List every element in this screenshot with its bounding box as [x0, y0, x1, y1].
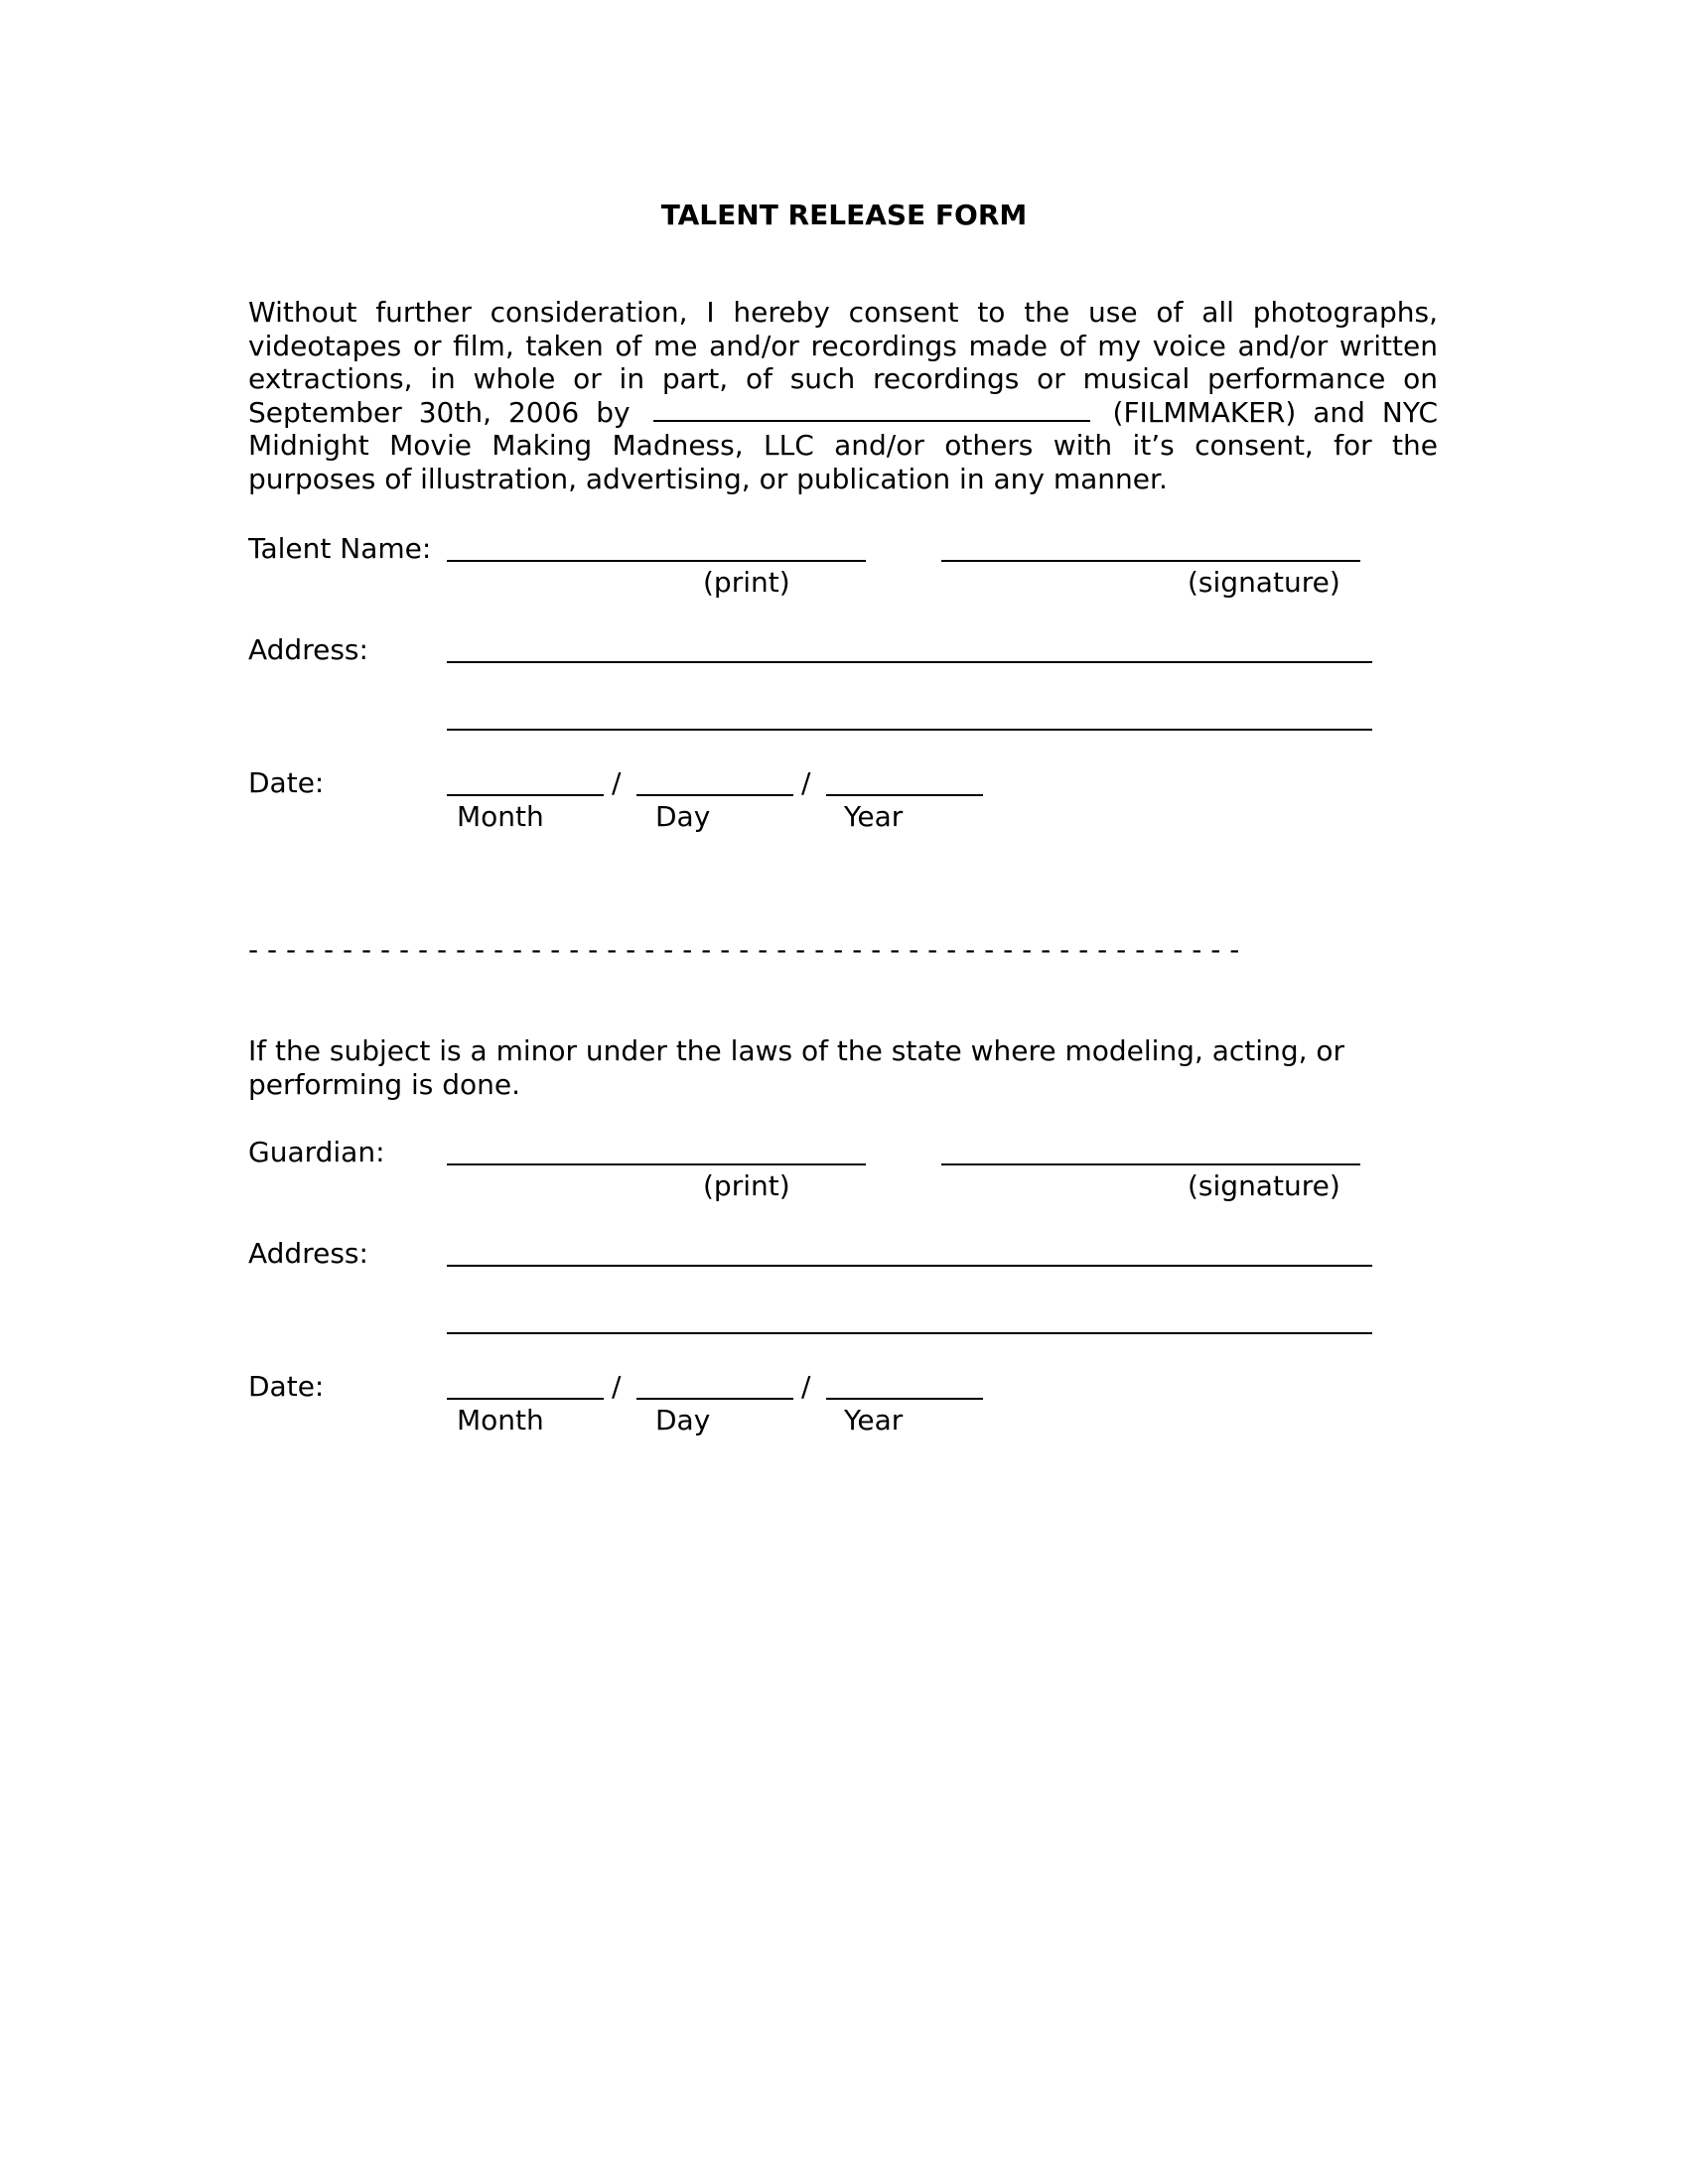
talent-signature-label: (signature): [1188, 566, 1340, 599]
talent-signature-line[interactable]: [941, 560, 1360, 562]
talent-date-label: Date:: [248, 766, 325, 799]
talent-month-label: Month: [457, 800, 544, 833]
guardian-day-line[interactable]: [636, 1398, 793, 1400]
section-divider: - - - - - - - - - - - - - - - - - - - - - - - - - - - - - - - - - - - - - - - - - - - - - - - - - - - - -: [248, 933, 1240, 966]
talent-year-label: Year: [844, 800, 904, 833]
talent-address-line-2[interactable]: [447, 729, 1372, 731]
consent-line: purposes of illustration, advertising, or publication in any manner.: [248, 462, 1168, 495]
guardian-month-label: Month: [457, 1404, 544, 1436]
consent-line: extractions, in whole or in part, of such recordings or musical performance on: [248, 362, 1438, 396]
date-separator: /: [801, 1370, 811, 1403]
talent-print-line[interactable]: [447, 560, 866, 562]
consent-line: videotapes or film, taken of me and/or recordings made of my voice and/or written: [248, 329, 1438, 362]
consent-line: Without further consideration, I hereby consent to the use of all photographs,: [248, 296, 1438, 329]
minor-note-line: If the subject is a minor under the laws of the state where modeling, acting, or: [248, 1034, 1345, 1067]
talent-print-label: (print): [703, 566, 790, 599]
guardian-date-label: Date:: [248, 1370, 325, 1403]
consent-line: Midnight Movie Making Madness, LLC and/or others with it’s consent, for the: [248, 429, 1438, 463]
guardian-print-line[interactable]: [447, 1163, 866, 1165]
form-title: TALENT RELEASE FORM: [660, 199, 1028, 231]
talent-name-label: Talent Name:: [248, 532, 432, 565]
consent-line: [248, 396, 1438, 430]
talent-month-line[interactable]: [447, 794, 604, 796]
date-separator: /: [801, 766, 811, 799]
date-separator: /: [612, 1370, 622, 1403]
guardian-day-label: Day: [655, 1404, 711, 1436]
consent-line-end: (FILMMAKER) and NYC: [1112, 395, 1438, 429]
guardian-address-line-2[interactable]: [447, 1332, 1372, 1334]
consent-line-start: September 30th, 2006 by: [248, 395, 631, 429]
consent-paragraph: [248, 296, 1438, 496]
guardian-signature-line[interactable]: [941, 1163, 1360, 1165]
guardian-year-label: Year: [844, 1404, 904, 1436]
guardian-address-line-1[interactable]: [447, 1265, 1372, 1267]
guardian-month-line[interactable]: [447, 1398, 604, 1400]
date-separator: /: [612, 766, 622, 799]
guardian-year-line[interactable]: [826, 1398, 983, 1400]
guardian-print-label: (print): [703, 1169, 790, 1202]
guardian-signature-label: (signature): [1188, 1169, 1340, 1202]
talent-address-label: Address:: [248, 633, 368, 666]
talent-address-line-1[interactable]: [447, 661, 1372, 663]
talent-year-line[interactable]: [826, 794, 983, 796]
talent-day-line[interactable]: [636, 794, 793, 796]
guardian-name-label: Guardian:: [248, 1136, 385, 1168]
filmmaker-blank[interactable]: [653, 396, 1090, 422]
guardian-address-label: Address:: [248, 1237, 368, 1270]
minor-note-line: performing is done.: [248, 1068, 521, 1101]
talent-day-label: Day: [655, 800, 711, 833]
